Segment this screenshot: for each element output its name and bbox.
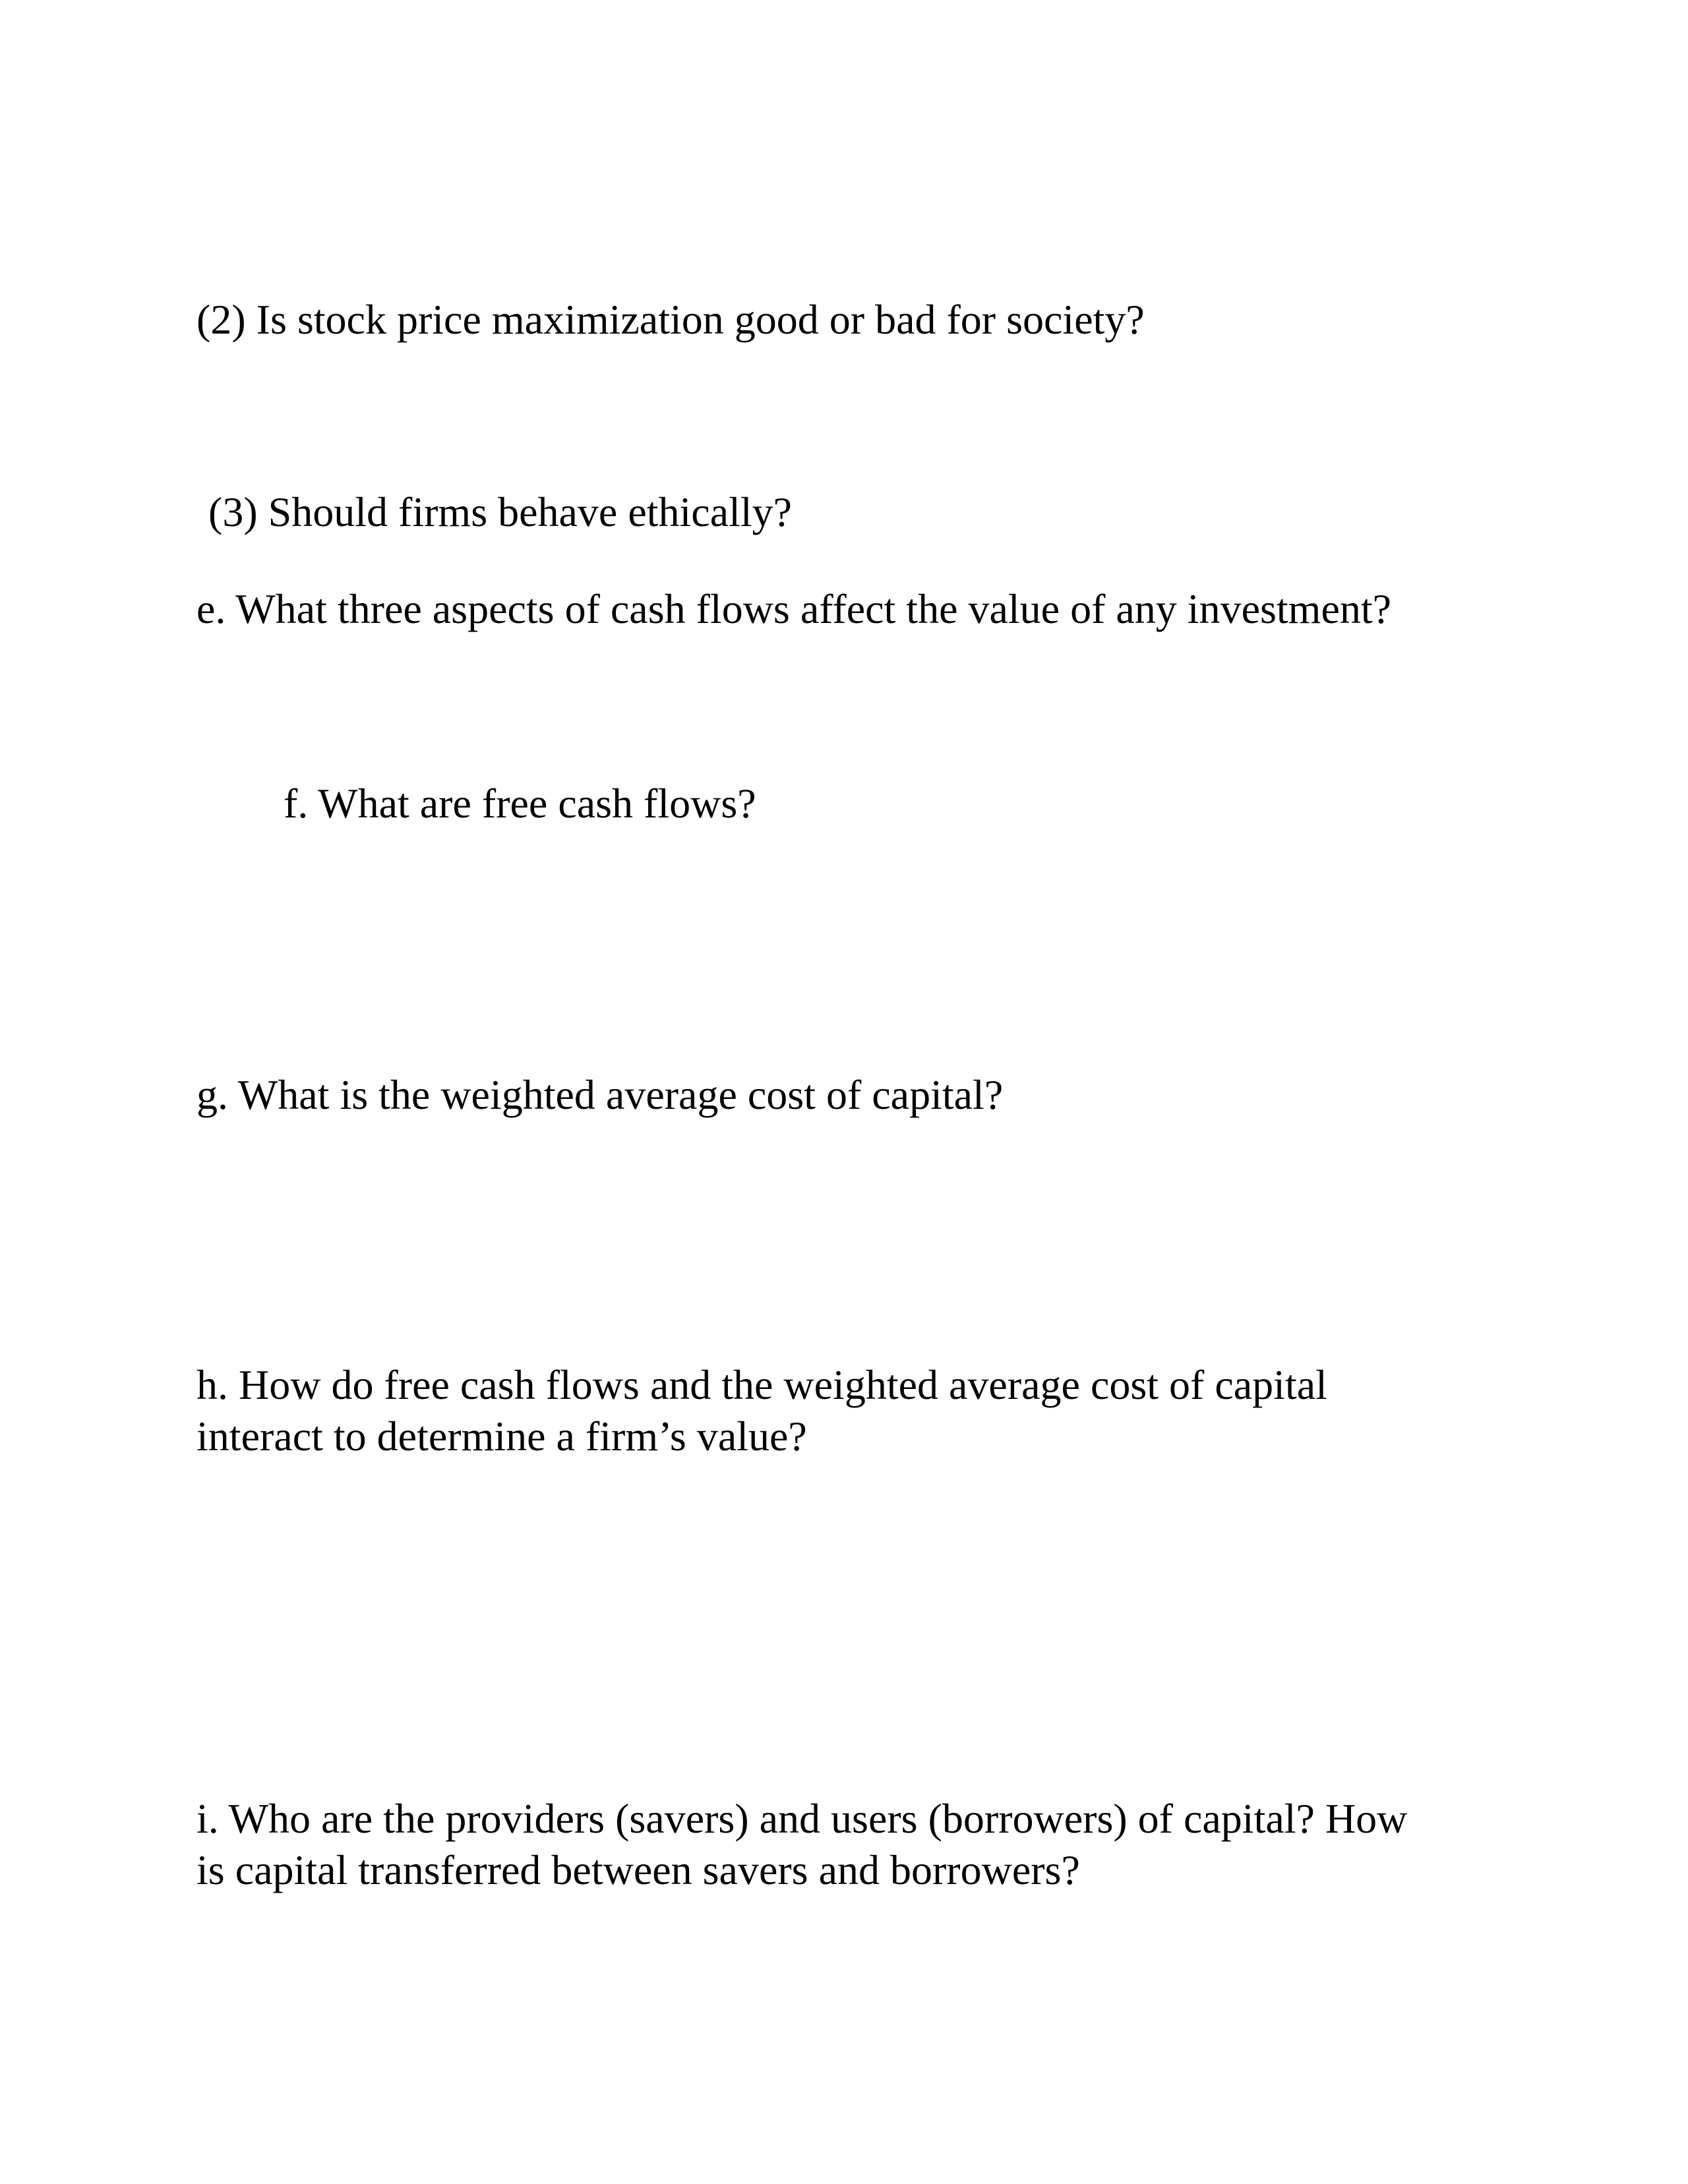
question-i-line-2: is capital transferred between savers and borrowers? — [196, 1846, 1080, 1893]
question-3: (3) Should firms behave ethically? — [208, 488, 793, 535]
question-h-line-2: interact to determine a firm’s value? — [196, 1413, 807, 1460]
question-2: (2) Is stock price maximization good or bad for society? — [196, 296, 1145, 343]
question-f: f. What are free cash flows? — [284, 780, 756, 827]
question-h-line-1: h. How do free cash flows and the weighted average cost of capital — [196, 1361, 1327, 1408]
question-g: g. What is the weighted average cost of capital? — [196, 1071, 1004, 1118]
question-i-line-1: i. Who are the providers (savers) and users (borrowers) of capital? How — [196, 1795, 1408, 1842]
question-e: e. What three aspects of cash flows affect the value of any investment? — [196, 585, 1392, 632]
